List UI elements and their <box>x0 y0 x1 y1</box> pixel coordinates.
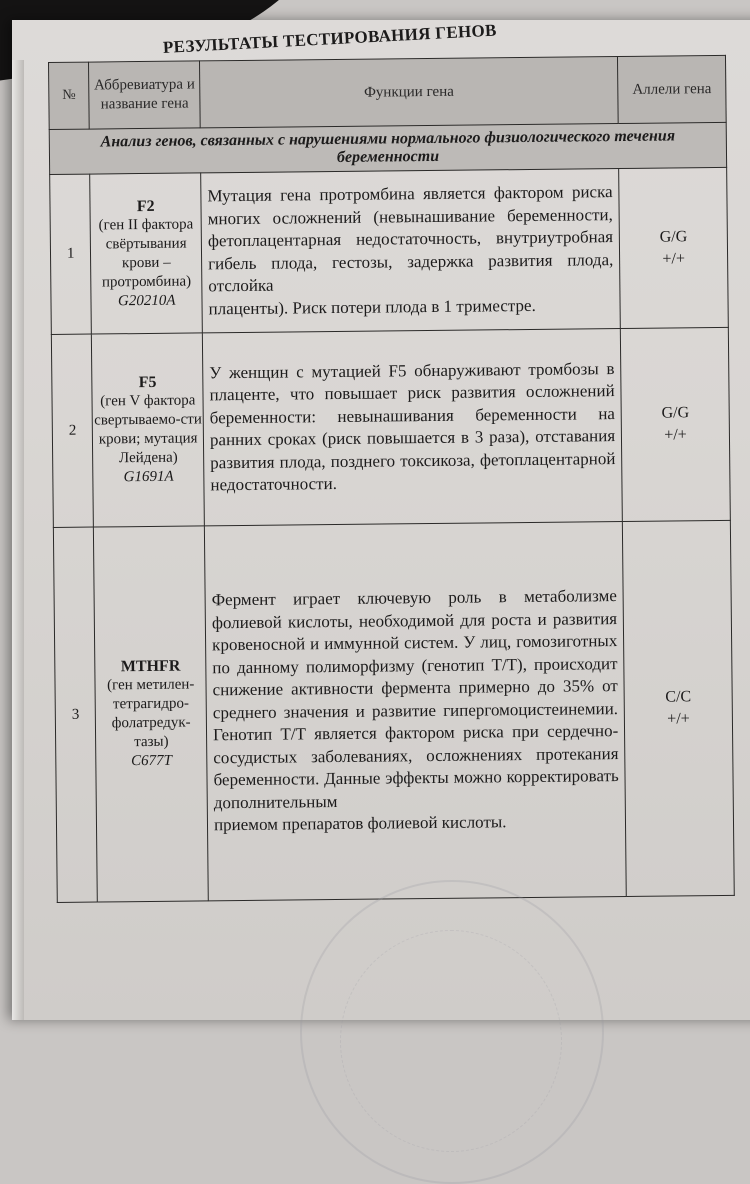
header-number: № <box>49 62 90 129</box>
allele-value: C/C <box>665 688 692 706</box>
page-edge <box>12 60 24 1020</box>
gene-cell <box>94 526 208 902</box>
section-header-row <box>49 122 726 174</box>
gene-mutation: C677T <box>131 752 173 770</box>
allele-sign: +/+ <box>662 249 686 268</box>
gene-abbr: F5 <box>138 373 157 392</box>
gene-name: (ген II фактора свёртывания крови – протромбина) <box>98 215 194 290</box>
row-number: 3 <box>53 527 97 902</box>
allele-sign: +/+ <box>664 426 687 444</box>
allele-cell <box>623 520 735 896</box>
header-alleles: Аллели гена <box>618 55 726 123</box>
table-header-row <box>49 55 727 129</box>
gene-mutation: G20210A <box>117 292 176 309</box>
allele-cell <box>619 167 728 328</box>
function-text-last: недостаточности. <box>210 473 337 495</box>
gene-abbr: MTHFR <box>120 657 181 676</box>
gene-function <box>204 522 626 901</box>
gene-function <box>201 169 621 333</box>
function-text: Мутация гена протромбина является фактором риска многих осложнений (невынашивание беременности, фетоплацентарная недостаточность, внутриутробная гибель плода, гестозы, задержка развития плода, отслойка <box>207 182 614 296</box>
faded-stamp-inner-ring <box>340 930 562 1152</box>
section-title: Анализ генов, связанных с нарушениями нормального физиологического течения беременности <box>49 122 726 174</box>
function-text-last: плаценты). Риск потери плода в 1 триместре. <box>208 295 536 318</box>
gene-abbr: F2 <box>136 197 155 215</box>
allele-value: G/G <box>659 227 688 246</box>
gene-results-table <box>48 55 735 903</box>
gene-cell <box>92 333 205 527</box>
allele-value: G/G <box>661 404 690 422</box>
function-text-last: приемом препаратов фолиевой кислоты. <box>213 812 507 835</box>
function-text: Фермент играет ключевую роль в метаболизме фолиевой кислоты, необходимой для роста и развития кровеносной и иммунной систем. У лиц, гомозиготных по данному полиморфизму (генотип Т/Т), происходит снижение активности фермента примерно до 35% от среднего значения и развитие гипергомоцистеинемии. Генотип Т/Т является фактором риска при сердечно-сосудистых заболеваниях, осложнениях протекания беременности. Данные эффекты можно корректировать дополнительным <box>211 586 619 813</box>
allele-sign: +/+ <box>667 710 690 728</box>
gene-name: (ген метилен-тетрагидро-фолатредук-тазы) <box>107 676 195 751</box>
document-title: РЕЗУЛЬТАТЫ ТЕСТИРОВАНИЯ ГЕНОВ <box>162 20 498 57</box>
table-row <box>51 327 730 527</box>
function-text: У женщин с мутацией F5 обнаруживают тромбозы в плаценте, что повышает риск развития осложнений беременности: невынашивания беременности на ранних сроках (риск повышается в 3 раза), отставания развития плода, позднего токсикоза, фетоплацентарной <box>209 358 616 472</box>
gene-cell <box>90 173 202 334</box>
gene-mutation: G1691A <box>123 468 174 486</box>
gene-function <box>202 329 622 526</box>
table-row <box>50 167 729 334</box>
row-number: 1 <box>50 174 92 334</box>
header-function: Функции гена <box>200 57 619 128</box>
gene-name: (ген V фактора свертываемо-сти крови; мутация Лейдена) <box>94 392 202 467</box>
header-gene: Аббревиатура и название гена <box>89 61 200 129</box>
table-row <box>53 520 734 902</box>
allele-cell <box>621 327 731 521</box>
row-number: 2 <box>51 334 93 527</box>
